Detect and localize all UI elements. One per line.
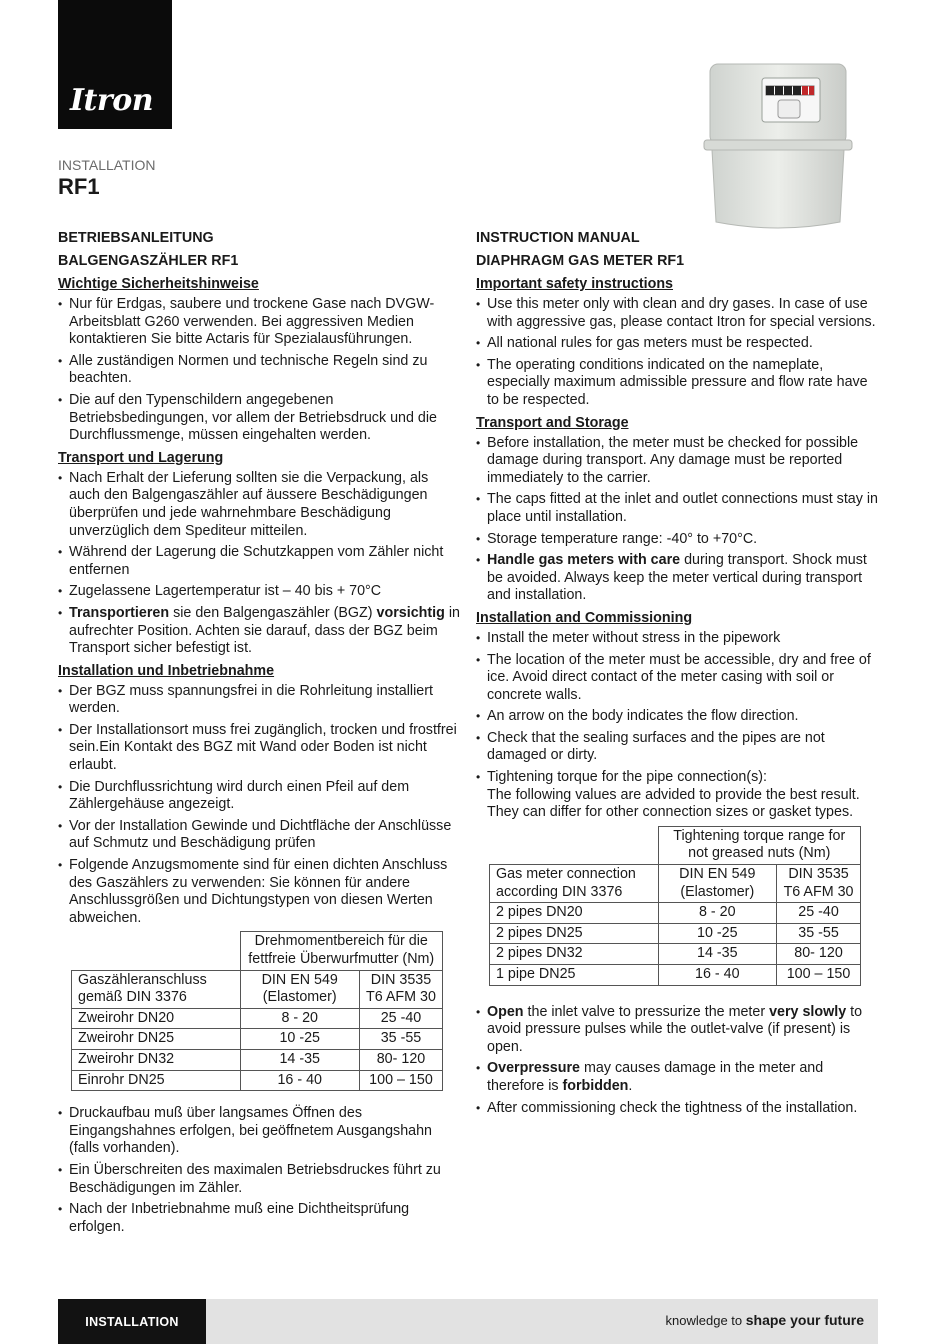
page-title: RF1: [58, 174, 100, 199]
table-row: Zweirohr DN32 14 -35 80- 120: [72, 1049, 443, 1070]
de-section-safety-title: Wichtige Sicherheitshinweise: [58, 276, 259, 292]
table-group-header: Tightening torque range for not greased nuts (Nm): [658, 826, 861, 864]
list-item: • Der BGZ muss spannungsfrei in die Rohrleitung installiert werden.: [58, 683, 460, 718]
de-heading-manual: BETRIEBSANLEITUNG: [58, 230, 214, 246]
en-section-safety-title: Important safety instructions: [476, 276, 674, 292]
list-item: • Vor der Installation Gewinde und Dichtfläche der Anschlüsse auf Schmutz und Beschädigung prüfen: [58, 818, 460, 853]
itron-logo: [58, 0, 172, 129]
table-row-header: Gas meter connection according DIN 3376: [490, 865, 659, 903]
list-item: • Storage temperature range: -40° to +70°C.: [476, 531, 878, 549]
de-transport-list: [58, 470, 460, 658]
de-installation-list: [58, 683, 460, 928]
table-col-header: DIN 3535 T6 AFM 30: [359, 970, 442, 1008]
en-section-installation-title: Installation and Commissioning: [476, 609, 693, 626]
list-item: • Check that the sealing surfaces and the pipes are not damaged or dirty.: [476, 730, 878, 765]
table-col-header: DIN EN 549 (Elastomer): [658, 865, 777, 903]
de-section-installation-title: Installation und Inbetriebnahme: [58, 662, 275, 679]
table-row: 2 pipes DN25 10 -25 35 -55: [490, 923, 861, 944]
list-item: • Alle zuständigen Normen und technische Regeln sind zu beachten.: [58, 353, 460, 388]
gas-meter-image: [700, 62, 856, 234]
table-row: 2 pipes DN32 14 -35 80- 120: [490, 944, 861, 965]
en-safety-list: [476, 296, 878, 410]
table-col-header: DIN EN 549 (Elastomer): [240, 970, 359, 1008]
list-item: • Handle gas meters with care during transport. Shock must be avoided. Always keep the meter vertical during transport and installation.: [476, 552, 878, 605]
list-item: • Die auf den Typenschildern angegebenen Betriebsbedingungen, vor allem der Betriebsdruck und die Durchflussmenge, müssen eingehalten werden.: [58, 392, 460, 445]
list-item: • Zugelassene Lagertemperatur ist – 40 bis + 70°C: [58, 583, 460, 601]
list-item: • The caps fitted at the inlet and outlet connections must stay in place until installation.: [476, 491, 878, 526]
list-item: • Nach der Inbetriebnahme muß eine Dichtheitsprüfung erfolgen.: [58, 1201, 460, 1236]
de-safety-list: [58, 296, 460, 445]
table-row: Einrohr DN25 16 - 40 100 – 150: [72, 1070, 443, 1091]
list-item: • Tightening torque for the pipe connection(s): The following values are advided to provide the best result. They can differ for other connection sizes or gasket types.: [476, 769, 878, 822]
list-item: • After commissioning check the tightness of the installation.: [476, 1100, 878, 1118]
footer-section-label: INSTALLATION: [58, 1299, 206, 1344]
list-item: • Nach Erhalt der Lieferung sollten sie die Verpackung, als auch den Balgengaszähler auf äussere Beschädigungen überprüfen und jede wahrnehmbare Beschädigung unverzüglich dem Spediteur mitteilen.: [58, 470, 460, 540]
en-installation-list: [476, 630, 878, 822]
list-item: • Transportieren sie den Balgengaszähler (BGZ) vorsichtig in aufrechter Position. Achten sie darauf, dass der BGZ beim Transport sicher befestigt ist.: [58, 605, 460, 658]
table-row: Zweirohr DN25 10 -25 35 -55: [72, 1029, 443, 1050]
list-item: • Während der Lagerung die Schutzkappen vom Zähler nicht entfernen: [58, 544, 460, 579]
list-item: • Nur für Erdgas, saubere und trockene Gase nach DVGW-Arbeitsblatt G260 verwenden. Bei aggressiven Medien kontaktieren Sie bitte Actaris für Spezialausführungen.: [58, 296, 460, 349]
de-commissioning-list: [58, 1105, 460, 1236]
doc-kicker: INSTALLATION: [58, 157, 156, 173]
logo-text: Itron: [70, 83, 154, 118]
list-item: • Before installation, the meter must be checked for possible damage during transport. Any damage must be reported immediately to the carrier.: [476, 435, 878, 488]
de-heading-product: BALGENGASZÄHLER RF1: [58, 253, 239, 269]
list-item: • Druckaufbau muß über langsames Öffnen des Eingangshahnes erfolgen, bei geöffnetem Ausgangshahn (falls vorhanden).: [58, 1105, 460, 1158]
german-column: [58, 229, 460, 1240]
footer-bar: [58, 1299, 878, 1344]
en-transport-list: [476, 435, 878, 605]
list-item: • Open the inlet valve to pressurize the meter very slowly to avoid pressure pulses while the outlet-valve (if present) is open.: [476, 1004, 878, 1057]
list-item: • Use this meter only with clean and dry gases. In case of use with aggressive gas, please contact Itron for special versions.: [476, 296, 878, 331]
footer-slogan: knowledge to shape your future: [665, 1312, 864, 1328]
list-item: • Die Durchflussrichtung wird durch einen Pfeil auf dem Zählergehäuse angezeigt.: [58, 779, 460, 814]
table-row: 1 pipe DN25 16 - 40 100 – 150: [490, 965, 861, 986]
table-row: 2 pipes DN20 8 - 20 25 -40: [490, 903, 861, 924]
de-section-transport-title: Transport und Lagerung: [58, 449, 224, 466]
list-item: • Overpressure may causes damage in the meter and therefore is forbidden.: [476, 1060, 878, 1095]
table-col-header: DIN 3535 T6 AFM 30: [777, 865, 861, 903]
list-item: • Install the meter without stress in the pipework: [476, 630, 878, 648]
de-torque-table: [71, 931, 443, 1091]
en-commissioning-list: [476, 1004, 878, 1118]
list-item: • Folgende Anzugsmomente sind für einen dichten Anschluss des Gaszählers zu verwenden: Sie können für andere Anschlussgrößen und Dichtungstypen von diesen Werten abweichen.: [58, 857, 460, 927]
table-row-header: Gaszähleranschluss gemäß DIN 3376: [72, 970, 241, 1008]
list-item: • Ein Überschreiten des maximalen Betriebsdruckes führt zu Beschädigungen im Zähler.: [58, 1162, 460, 1197]
en-torque-table: [489, 826, 861, 986]
en-section-transport-title: Transport and Storage: [476, 414, 629, 431]
list-item: • The operating conditions indicated on the nameplate, especially maximum admissible pressure and flow rate have to be respected.: [476, 357, 878, 410]
table-row: Zweirohr DN20 8 - 20 25 -40: [72, 1008, 443, 1029]
list-item: • The location of the meter must be accessible, dry and free of ice. Avoid direct contact of the meter casing with soil or concrete walls.: [476, 652, 878, 705]
list-item: • Der Installationsort muss frei zugänglich, trocken und frostfrei sein.Ein Kontakt des BGZ mit Wand oder Boden ist nicht erlaubt.: [58, 722, 460, 775]
table-group-header: Drehmomentbereich für die fettfreie Überwurfmutter (Nm): [240, 932, 443, 970]
en-heading-product: DIAPHRAGM GAS METER RF1: [476, 253, 685, 269]
torque-note: The following values are advided to provide the best result. They can differ for other connection sizes or gasket types.: [487, 786, 860, 821]
list-item: • All national rules for gas meters must be respected.: [476, 335, 878, 353]
en-heading-manual: INSTRUCTION MANUAL: [476, 230, 640, 246]
list-item: • An arrow on the body indicates the flow direction.: [476, 708, 878, 726]
english-column: [476, 229, 878, 1121]
